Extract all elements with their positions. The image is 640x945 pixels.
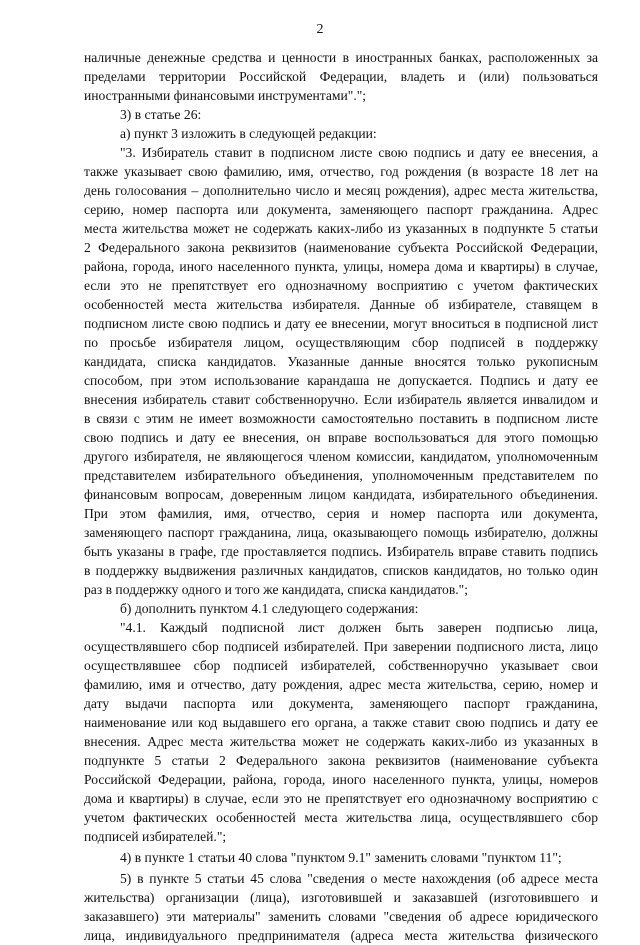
text-line: внесения. Адрес места жительства может не содержать каких-либо из указанных в [84, 734, 598, 749]
text-line: дату выдачи паспорта или документа, заменяющего паспорт гражданина, [84, 696, 598, 711]
text-line: в связи с этим не имеет возможности самостоятельно поставить в подписном листе [84, 411, 598, 426]
text-line: При этом фамилия, имя, отчество, серия и номер паспорта или документа, [84, 506, 598, 521]
text-line: лица, индивидуального предпринимателя (адреса места жительства физического [84, 928, 598, 943]
text-line: по просьбе избирателя лицом, осуществляющим сбор подписей в поддержку [84, 335, 598, 350]
text-line: "3. Избиратель ставит в подписном листе свою подпись и дату ее внесения, а [120, 145, 598, 160]
text-line: внесения избиратель ставит собственноручно. Если избиратель является инвалидом и [84, 392, 598, 407]
text-line: заменяющего паспорт гражданина, лица, оказывающего помощь избирателю, должны [84, 525, 598, 540]
text-line: заказавшего) эти материалы" заменить словами "сведения об адресе юридического [84, 909, 598, 924]
text-line: 2 Федерального закона реквизитов (наименование субъекта Российской Федерации, [84, 240, 598, 255]
text-line: особенностей места жительства избирателя. Данные об избирателе, ставящем в [84, 297, 598, 312]
text-line: в поддержку выдвижения различных кандидатов, списков кандидатов, но только один [84, 563, 598, 578]
text-line: подпункте 5 статьи 2 Федерального закона реквизитов (наименование субъекта [84, 753, 598, 768]
page-number: 2 [316, 22, 324, 37]
text-line: подписном листе свою подпись и дату ее внесении, могут вноситься в подписной лист [84, 316, 598, 331]
text-line: подписей избирателей."; [84, 829, 227, 844]
text-line: наличные денежные средства и ценности в иностранных банках, расположенных за [84, 50, 598, 65]
text-line: "4.1. Каждый подписной лист должен быть заверен подписью лица, [120, 620, 598, 635]
text-line: день голосования – дополнительно число и месяц рождения), адрес места жительства, [84, 183, 598, 198]
text-line: представителем избирательного объединения, уполномоченным представителем по [84, 468, 598, 483]
text-line: кандидата, списка кандидатов. Указанные данные вносятся только рукописным [84, 354, 598, 369]
text-line: быть указаны в графе, где проставляется подпись. Избиратель вправе ставить подпись [84, 544, 598, 559]
text-line: другого избирателя, не являющегося членом комиссии, кандидатом, уполномоченным [84, 449, 598, 464]
text-line: б) дополнить пунктом 4.1 следующего содержания: [120, 601, 419, 616]
text-line: раз в поддержку одного и того же кандидата, списка кандидатов."; [84, 582, 468, 597]
text-line: фамилию, имя и отчество, дату рождения, адрес места жительства, серию, номер и [84, 677, 598, 692]
text-line: 3) в статье 26: [120, 107, 202, 122]
text-line: серию, номер паспорта или документа, заменяющего паспорт гражданина. Адрес [84, 202, 598, 217]
document-body [84, 48, 598, 945]
text-line: наименование или код выдавшего его органа, а также ставит свою подпись и дату ее [84, 715, 598, 730]
text-line: Российской Федерации, района, города, иного населенного пункта, улицы, номеров [84, 772, 598, 787]
text-line: 5) в пункте 5 статьи 45 слова "сведения о месте нахождения (об адресе места [120, 871, 598, 886]
text-line: дома и квартиры) в случае, если это не препятствует его однозначному восприятию с [84, 791, 598, 806]
text-line: иностранными финансовыми инструментами"."; [84, 88, 367, 103]
text-line: осуществлявшее сбор подписей избирателей, собственноручно указывает свои [84, 658, 598, 673]
text-line: осуществлявшего сбор подписей избирателей. При заверении подписного листа, лицо [84, 639, 598, 654]
text-line: способом, при этом использование карандаша не допускается. Подпись и дату ее [84, 373, 598, 388]
text-line: финансовым вопросам, доверенным лицом кандидата, избирательного объединения. [84, 487, 598, 502]
text-line: если это не препятствует его однозначному восприятию с учетом фактических [84, 278, 598, 293]
text-line: 4) в пункте 1 статьи 40 слова "пунктом 9.1" заменить словами "пунктом 11"; [120, 850, 562, 865]
text-line: а) пункт 3 изложить в следующей редакции: [120, 126, 377, 141]
text-line: жительства) организации (лица), изготовившей и заказавшей (изготовившего и [84, 890, 598, 905]
text-line: учетом фактических особенностей места жительства лица, осуществлявшего сбор [84, 810, 598, 825]
text-line: района, города, иного населенного пункта, улицы, номера дома и квартиры) в случае, [84, 259, 598, 274]
text-line: пределами территории Российской Федерации, владеть и (или) пользоваться [84, 69, 598, 84]
text-line: места жительства может не содержать каких-либо из указанных в подпункте 5 статьи [84, 221, 598, 236]
text-line: также указывает свою фамилию, имя, отчество, год рождения (в возрасте 18 лет на [84, 164, 598, 179]
text-line: свою подпись и дату ее внесения, он вправе воспользоваться для этого помощью [84, 430, 598, 445]
